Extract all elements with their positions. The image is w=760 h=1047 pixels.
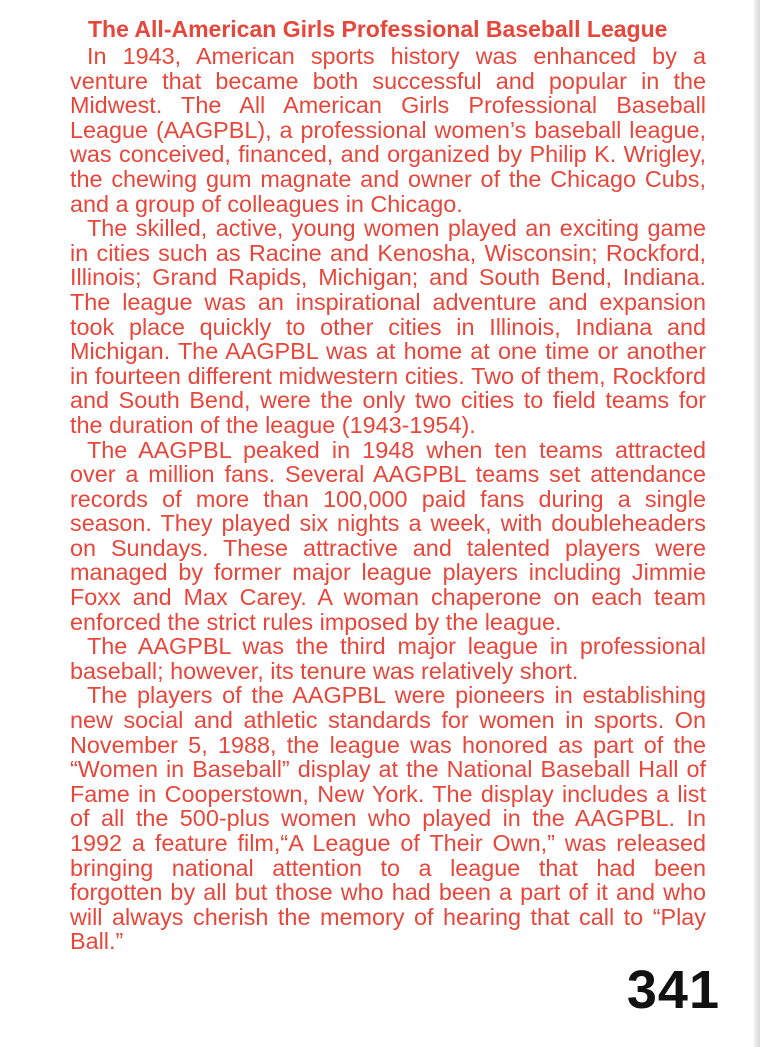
- paragraph-5: The players of the AAGPBL were pioneers in establishing new social and athletic standards for women in sports. On November 5, 1988, the league was honored as part of the “Women in Baseball” display at the National Baseball Hall of Fame in Cooperstown, New York. The display includes a list of all the 500-plus women who played in the AAGPBL. In 1992 a feature film,“A League of Their Own,” was released bringing national attention to a league that had been forgotten by all but those who had been a part of it and who will always cherish the memory of hearing that call to “Play Ball.”: [70, 682, 706, 955]
- paragraph-4: The AAGPBL was the third major league in professional baseball; however, its tenure was relatively short.: [70, 633, 706, 684]
- paragraph-3: The AAGPBL peaked in 1948 when ten teams attracted over a million fans. Several AAGPBL teams set attendance records of more than 100,000 paid fans during a single season. They played six nights a week, with doubleheaders on Sundays. These attractive and talented players were managed by former major league players including Jimmie Foxx and Max Carey. A woman chaperone on each team enforced the strict rules imposed by the league.: [70, 436, 706, 635]
- card-title: The All-American Girls Professional Baseball League: [88, 16, 668, 42]
- card-number: 341: [626, 960, 720, 1020]
- card-edge: [754, 0, 760, 1047]
- paragraph-2: The skilled, active, young women played an exciting game in cities such as Racine and Kenosha, Wisconsin; Rockford, Illinois; Grand Rapids, Michigan; and South Bend, Indiana. The league was an inspirational adventure and expansion took place quickly to other cities in Illinois, Indiana and Michigan. The AAGPBL was at home at one time or another in fourteen different midwestern cities. Two of them, Rockford and South Bend, were the only two cities to field teams for the duration of the league (1943-1954).: [70, 215, 706, 438]
- paragraph-1: In 1943, American sports history was enhanced by a venture that became both successful and popular in the Midwest. The All American Girls Professional Baseball League (AAGPBL), a professional women’s baseball league, was conceived, financed, and organized by Philip K. Wrigley, the chewing gum magnate and owner of the Chicago Cubs, and a group of colleagues in Chicago.: [70, 43, 706, 217]
- card-text-block: [70, 14, 706, 954]
